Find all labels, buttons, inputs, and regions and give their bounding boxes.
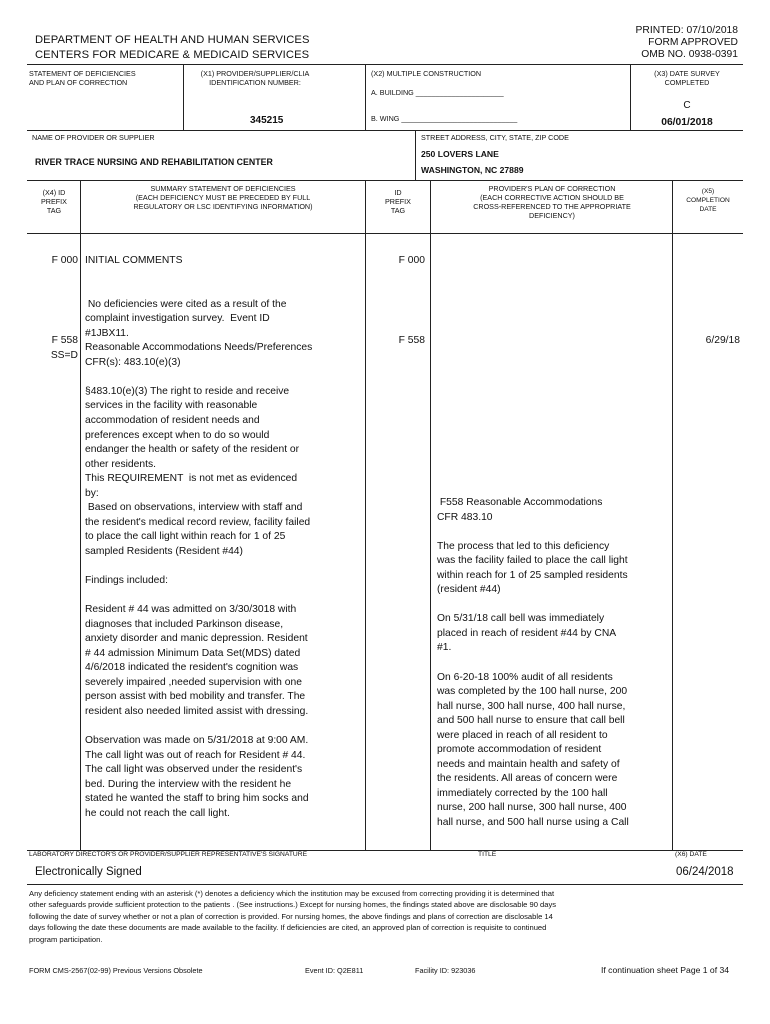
- form-number: FORM CMS-2567(02-99) Previous Versions Obsolete: [29, 966, 203, 975]
- left-tag-f000: F 000: [51, 255, 78, 266]
- plan-line: [437, 525, 672, 540]
- summary-line: [85, 370, 363, 385]
- completion-date: 6/29/18: [705, 335, 740, 346]
- plan-line: hall nurse, 300 hall nurse, 400 hall nurse,: [437, 700, 626, 712]
- divider-col-1: [80, 180, 81, 850]
- summary-line: Findings included:: [85, 575, 168, 587]
- summary-line: stated he wanted the staff to bring him socks and: [85, 793, 309, 805]
- plan-line: hall nurse, and 500 hall nurse using a Call: [437, 817, 629, 829]
- x4-header: (X4) ID PREFIX TAG: [41, 188, 67, 215]
- x3-label: (X3) DATE SURVEY COMPLETED: [654, 69, 720, 87]
- plan-line: [437, 598, 672, 613]
- summary-line: to place the call light within reach for 1 of 25: [85, 531, 286, 543]
- signature-date: 06/24/2018: [676, 866, 734, 878]
- plan-line: promote accommodation of resident: [437, 744, 602, 756]
- summary-line: No deficiencies were cited as a result of the: [85, 298, 287, 310]
- summary-line: services in the facility with reasonable: [85, 400, 258, 412]
- plan-line: On 6-20-18 100% audit of all residents: [437, 671, 613, 683]
- title-label: TITLE: [478, 851, 497, 858]
- x5-header: (X5) COMPLETION DATE: [686, 188, 730, 213]
- omb-number: OMB NO. 0938-0391: [641, 49, 738, 60]
- summary-line: Based on observations, interview with staff and: [85, 502, 303, 514]
- divider-col-2: [365, 180, 366, 850]
- summary-line: anxiety disorder and manic depression. Resident: [85, 633, 308, 645]
- address-label: STREET ADDRESS, CITY, STATE, ZIP CODE: [421, 133, 569, 142]
- divider-provider: [415, 130, 416, 180]
- summary-line: preferences except when to do so would: [85, 429, 270, 441]
- signature-bottom-line: [27, 884, 743, 885]
- plan-line: the residents. All areas of concern were: [437, 773, 618, 785]
- provider-name-label: NAME OF PROVIDER OR SUPPLIER: [32, 133, 155, 142]
- summary-line: [85, 559, 363, 574]
- plan-line: within reach for 1 of 25 sampled residents: [437, 569, 628, 581]
- plan-line: needs and maintain health and safety of: [437, 758, 620, 770]
- divider-col-3: [430, 180, 431, 850]
- plan-line: was completed by the 100 hall nurse, 200: [437, 686, 628, 698]
- summary-line: 4/6/2018 indicated the resident's cognition was: [85, 662, 299, 674]
- id-header: ID PREFIX TAG: [385, 188, 411, 215]
- columns-header-line: [27, 233, 743, 234]
- divider-x3: [630, 64, 631, 130]
- summary-line: # 44 admission Minimum Data Set(MDS) dated: [85, 647, 301, 659]
- summary-line: the resident's medical record review, facility failed: [85, 516, 311, 528]
- summary-line: other residents.: [85, 458, 156, 470]
- summary-line: Observation was made on 5/31/2018 at 9:00 AM.: [85, 735, 309, 747]
- statement-label: STATEMENT OF DEFICIENCIES AND PLAN OF CORRECTION: [29, 69, 136, 87]
- left-tag-f558: F 558: [51, 335, 78, 346]
- footnote-line: other safeguards provide sufficient protection to the patients . (See instructions.) Except for nursing homes, the findings stated above are disclosable 90 days: [29, 900, 557, 910]
- box-top-line: [27, 64, 743, 65]
- summary-line: CFR(s): 483.10(e)(3): [85, 356, 181, 368]
- signature-label: LABORATORY DIRECTOR'S OR PROVIDER/SUPPLIER REPRESENTATIVE'S SIGNATURE: [29, 851, 308, 858]
- summary-line: accommodation of resident needs and: [85, 415, 260, 427]
- survey-date: 06/01/2018: [661, 117, 713, 128]
- summary-line: resident also needed limited assist with dressing.: [85, 705, 309, 717]
- plan-line: was the facility failed to place the call light: [437, 555, 628, 567]
- summary-line: bed. During the interview with the resident he: [85, 778, 292, 790]
- left-tag-scope: SS=D: [50, 350, 78, 361]
- summary-line: by:: [85, 487, 99, 499]
- summary-line: This REQUIREMENT is not met as evidenced: [85, 473, 298, 485]
- plan-line: placed in reach of resident #44 by CNA: [437, 627, 617, 639]
- x2-wing: B. WING _____________________________: [371, 114, 518, 123]
- summary-statement: [85, 254, 363, 821]
- summary-line: [85, 269, 363, 284]
- provider-name: RIVER TRACE NURSING AND REHABILITATION CENTER: [35, 157, 273, 167]
- x2-building: A. BUILDING ______________________: [371, 88, 504, 97]
- plan-of-correction: [437, 496, 672, 831]
- agency-header: [35, 33, 310, 63]
- plan-line: were placed in reach of all resident to: [437, 729, 608, 741]
- summary-line: Resident # 44 was admitted on 3/30/3018 with: [85, 604, 297, 616]
- provider-bottom-line: [27, 180, 743, 181]
- summary-header: SUMMARY STATEMENT OF DEFICIENCIES (EACH DEFICIENCY MUST BE PRECEDED BY FULL REGULATORY OR LSC IDENTIFYING INFORMATION): [133, 184, 313, 211]
- street-address: 250 LOVERS LANE: [421, 149, 499, 159]
- plan-line: #1.: [437, 642, 452, 654]
- summary-line: [85, 589, 363, 604]
- summary-line: The call light was out of reach for Resident # 44.: [85, 749, 306, 761]
- summary-line: he could not reach the call light.: [85, 807, 230, 819]
- agency-line-2: CENTERS FOR MEDICARE & MEDICAID SERVICES: [35, 49, 310, 61]
- date-label: (X6) DATE: [675, 851, 707, 858]
- plan-line: [437, 656, 672, 671]
- summary-line: person assist with bed mobility and transfer. The: [85, 691, 306, 703]
- survey-code: C: [683, 100, 691, 111]
- x2-label: (X2) MULTIPLE CONSTRUCTION: [371, 69, 482, 78]
- agency-line-1: DEPARTMENT OF HEALTH AND HUMAN SERVICES: [35, 34, 310, 46]
- plan-line: and 500 hall nurse to ensure that call bell: [437, 715, 625, 727]
- plan-line: immediately corrected by the 100 hall: [437, 787, 608, 799]
- summary-line: endanger the health or safety of the resident or: [85, 444, 300, 456]
- plan-header: PROVIDER'S PLAN OF CORRECTION (EACH CORRECTIVE ACTION SHOULD BE CROSS-REFERENCED TO THE APPROPRIATE DEFICIENCY): [473, 184, 631, 220]
- plan-line: nurse, 200 hall nurse, 300 hall nurse, 400: [437, 802, 627, 814]
- summary-line: diagnoses that included Parkinson disease,: [85, 618, 284, 630]
- signature-value: Electronically Signed: [35, 866, 142, 878]
- summary-line: #1JBX11.: [85, 327, 129, 339]
- summary-line: The call light was observed under the resident's: [85, 764, 303, 776]
- facility-id: Facility ID: 923036: [415, 966, 476, 975]
- form-meta: [636, 25, 738, 61]
- disclosure-footnote: [29, 888, 744, 945]
- summary-line: complaint investigation survey. Event ID: [85, 313, 270, 325]
- provider-id-number: 345215: [250, 115, 284, 126]
- plan-line: F558 Reasonable Accommodations: [437, 497, 603, 508]
- event-id: Event ID: Q2E811: [305, 966, 364, 975]
- box-mid-line: [27, 130, 743, 131]
- footnote-line: program participation.: [29, 934, 103, 944]
- plan-line: (resident #44): [437, 584, 501, 596]
- plan-line: CFR 483.10: [437, 511, 493, 523]
- summary-line: sampled Residents (Resident #44): [85, 545, 243, 557]
- right-tag-f558: F 558: [398, 335, 425, 346]
- footnote-line: days following the date these documents are made available to the facility. If deficiencies are cited, an approved plan of correction is requisite to continued: [29, 923, 547, 933]
- summary-line: severely impaired ,needed supervision with one: [85, 676, 302, 688]
- plan-line: On 5/31/18 call bell was immediately: [437, 613, 605, 625]
- summary-line: Reasonable Accommodations Needs/Preferences: [85, 342, 313, 354]
- summary-line: INITIAL COMMENTS: [85, 255, 183, 266]
- city-state-zip: WASHINGTON, NC 27889: [421, 165, 524, 175]
- form-approved: FORM APPROVED: [648, 37, 738, 48]
- divider-col-4: [672, 180, 673, 850]
- printed-date: PRINTED: 07/10/2018: [635, 25, 738, 36]
- plan-line: The process that led to this deficiency: [437, 540, 610, 552]
- divider-x2: [365, 64, 366, 130]
- summary-line: [85, 283, 363, 298]
- page-indicator: If continuation sheet Page 1 of 34: [601, 965, 730, 975]
- summary-line: §483.10(e)(3) The right to reside and receive: [85, 385, 290, 397]
- summary-line: [85, 720, 363, 735]
- footnote-line: Any deficiency statement ending with an asterisk (*) denotes a deficiency which the institution may be excused from correcting providing it is determined that: [29, 889, 555, 898]
- footnote-line: following the date of survey whether or not a plan of correction is provided. For nursing homes, the above findings and plans of correction are disclosable 14: [29, 911, 553, 921]
- divider-x1: [183, 64, 184, 130]
- right-tag-f000: F 000: [398, 255, 425, 266]
- x1-label: (X1) PROVIDER/SUPPLIER/CLIA IDENTIFICATION NUMBER:: [200, 69, 310, 87]
